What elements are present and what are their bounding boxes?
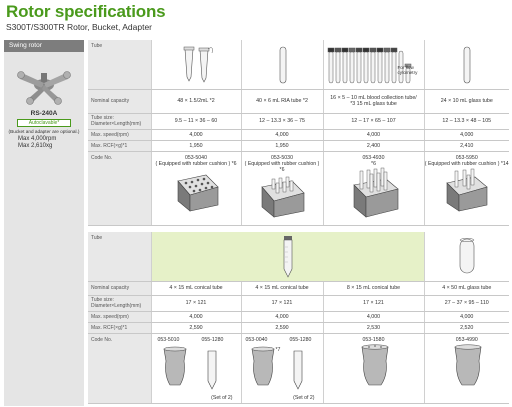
spec-table-1 xyxy=(88,40,509,226)
speed-cell: 4,000 xyxy=(424,311,509,322)
capacity-cell: 4 × 15 mL conical tube xyxy=(241,281,323,295)
tube-image-ria xyxy=(241,40,323,89)
capacity-cell: 16 × 5 – 10 mL blood collection tube/ *3 15 mL glass tube xyxy=(323,89,424,113)
rotor-model: RS-240A xyxy=(30,110,58,117)
speed-cell: 4,000 xyxy=(241,129,323,140)
code-cell xyxy=(151,151,241,225)
row-label-speed: Max. speed(rpm) xyxy=(88,129,151,140)
speed-cell: 4,000 xyxy=(151,129,241,140)
adapter-rack-image xyxy=(242,173,324,219)
tube-size-sublabel: Diameter×Length(mm) xyxy=(91,121,142,127)
bucket-image xyxy=(242,345,324,395)
row-label-code: Code No. xyxy=(88,333,151,403)
rcf-cell: 1,950 xyxy=(151,140,241,151)
code-cell xyxy=(241,333,323,403)
code-number: 055-1280 xyxy=(289,336,312,343)
row-label-tube: Tube xyxy=(88,232,151,281)
capacity-cell: 8 × 15 mL conical tube xyxy=(323,281,424,295)
rcf-cell: 2,530 xyxy=(323,322,424,333)
row-label-capacity: Nominal capacity xyxy=(88,281,151,295)
tube-image-glass xyxy=(424,40,509,89)
row-label-rcf: Max. RCF(×g)*1 xyxy=(88,140,151,151)
row-label-capacity: Nominal capacity xyxy=(88,89,151,113)
capacity-cell: 4 × 50 mL glass tube xyxy=(424,281,509,295)
adapter-rack-image xyxy=(324,167,425,219)
speed-cell: 4,000 xyxy=(323,311,424,322)
capacity-cell: 48 × 1.5/2mL *2 xyxy=(151,89,241,113)
tube-size-label: Tube size: xyxy=(91,297,114,303)
equip-note: *6 xyxy=(371,160,376,167)
set-note: (Set of 2) xyxy=(293,394,315,401)
rotor-note: (Bucket and adapter are optional.) xyxy=(8,129,80,134)
flow-cytometry-label: For flow cytometry xyxy=(397,64,418,75)
row-label-tube-size xyxy=(88,113,151,129)
size-cell: 27 – 37 × 95 – 110 xyxy=(424,295,509,311)
capacity-cell: 40 × 6 mL RIA tube *2 xyxy=(241,89,323,113)
code-cell xyxy=(241,151,323,225)
speed-cell: 4,000 xyxy=(323,129,424,140)
page-title: Rotor specifications xyxy=(6,2,166,21)
code-number: 053-5010 xyxy=(157,336,180,343)
code-cell xyxy=(151,333,241,403)
rcf-cell: 2,400 xyxy=(323,140,424,151)
code-number: 053-4930 xyxy=(362,154,385,161)
row-label-code: Code No. xyxy=(88,151,151,225)
rotor-max-rpm: Max 4,000rpm xyxy=(18,136,57,142)
code-number: 053-5040 xyxy=(185,154,207,161)
size-cell: 9.5 – 11 × 36 – 60 xyxy=(151,113,241,129)
adapter-rack-image xyxy=(152,167,242,213)
size-cell: 12 – 13.3 × 48 – 105 xyxy=(424,113,509,129)
rotor-max-rcf: Max 2,610xg xyxy=(18,143,53,149)
tube-image-glass-50 xyxy=(424,232,509,281)
equip-note: ( Equipped with rubber cushion ) *14 xyxy=(424,160,509,167)
code-number: 055-1280 xyxy=(201,336,224,343)
capacity-cell: 24 × 10 mL glass tube xyxy=(424,89,509,113)
spec-table-2 xyxy=(88,232,509,404)
equip-note: ( Equipped with rubber cushion ) *6 xyxy=(155,160,237,167)
size-cell: 17 × 121 xyxy=(241,295,323,311)
code-cell xyxy=(323,151,424,225)
rcf-cell: 1,950 xyxy=(241,140,323,151)
code-number: 053-4990 xyxy=(455,336,478,343)
tube-size-sublabel: Diameter×Length(mm) xyxy=(91,303,142,309)
size-cell: 17 × 121 xyxy=(323,295,424,311)
footnote-mark: *7 xyxy=(275,346,281,353)
capacity-cell: 4 × 15 mL conical tube xyxy=(151,281,241,295)
bucket-image xyxy=(425,343,510,393)
size-cell: 17 × 121 xyxy=(151,295,241,311)
code-number: 053-5950 xyxy=(455,154,478,161)
rotor-panel xyxy=(4,40,84,406)
size-cell: 12 – 13.3 × 36 – 75 xyxy=(241,113,323,129)
bucket-image xyxy=(152,345,242,395)
code-number: 053-0040 xyxy=(245,336,268,343)
rcf-cell: 2,590 xyxy=(151,322,241,333)
equip-note: ( Equipped with rubber cushion ) *6 xyxy=(244,160,320,173)
speed-cell: 4,000 xyxy=(241,311,323,322)
autoclavable-badge: Autoclavable* xyxy=(17,119,71,127)
bucket-image xyxy=(324,343,425,393)
tube-image-blood-collection xyxy=(323,40,424,89)
code-number: 053-5030 xyxy=(271,154,293,161)
speed-cell: 4,000 xyxy=(424,129,509,140)
code-number: 053-1580 xyxy=(362,336,385,343)
rcf-cell: 2,520 xyxy=(424,322,509,333)
row-label-speed: Max. speed(rpm) xyxy=(88,311,151,322)
speed-cell: 4,000 xyxy=(151,311,241,322)
adapter-rack-image xyxy=(425,167,510,213)
tube-image-microtubes xyxy=(151,40,241,89)
size-cell: 12 – 17 × 65 – 107 xyxy=(323,113,424,129)
rcf-cell: 2,410 xyxy=(424,140,509,151)
code-cell xyxy=(323,333,424,403)
row-label-rcf: Max. RCF(×g)*1 xyxy=(88,322,151,333)
row-label-tube-size xyxy=(88,295,151,311)
tube-image-conical xyxy=(151,232,424,281)
row-label-tube: Tube xyxy=(88,40,151,89)
rotor-type-label: Swing rotor xyxy=(4,40,84,52)
code-cell xyxy=(424,333,509,403)
page-subtitle: S300T/S300TR Rotor, Bucket, Adapter xyxy=(6,22,152,32)
set-note: (Set of 2) xyxy=(211,394,233,401)
code-cell xyxy=(424,151,509,225)
swing-rotor-image xyxy=(14,55,74,107)
rcf-cell: 2,590 xyxy=(241,322,323,333)
tube-size-label: Tube size: xyxy=(91,115,114,121)
